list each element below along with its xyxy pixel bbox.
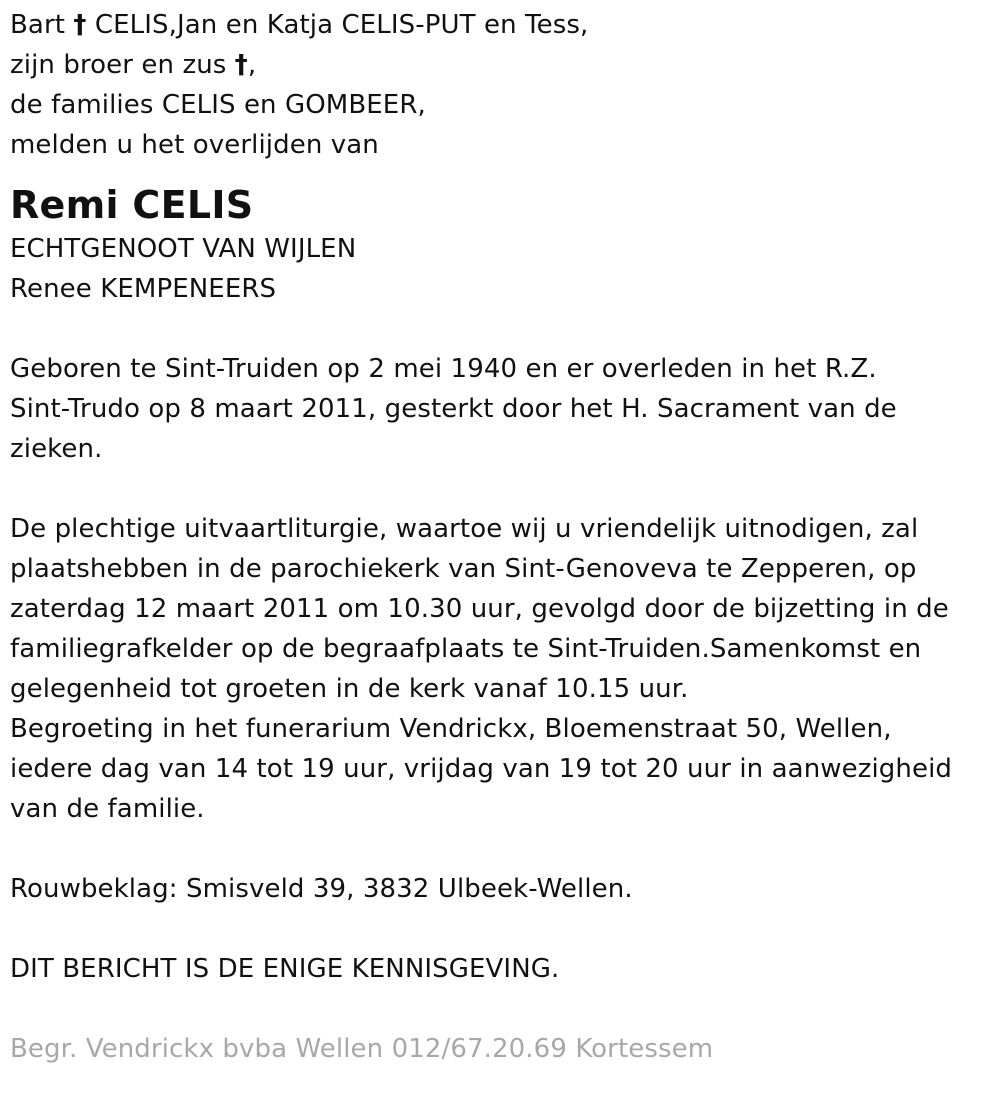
cross-icon: † <box>73 10 87 40</box>
funeral-line-3: zaterdag 12 maart 2011 om 10.30 uur, gevolgd door de bijzetting in de <box>10 594 949 624</box>
birth-death-line-1: Geboren te Sint-Truiden op 2 mei 1940 en er overleden in het R.Z. <box>10 354 877 384</box>
notice-text: DIT BERICHT IS DE ENIGE KENNISGEVING. <box>10 954 560 984</box>
birth-death-line-2: Sint-Trudo op 8 maart 2011, gesterkt door het H. Sacrament van de <box>10 394 897 424</box>
funeral-line-4: familiegrafkelder op de begraafplaats te Sint-Truiden.Samenkomst en <box>10 634 922 664</box>
obituary-notice <box>10 5 985 1069</box>
cross-icon: † <box>234 50 248 80</box>
funeral-line-5: gelegenheid tot groeten in de kerk vanaf 10.15 uur. <box>10 674 689 704</box>
birth-death-line-3: zieken. <box>10 434 103 464</box>
spacer <box>10 829 985 869</box>
spouse-name: Renee KEMPENEERS <box>10 274 277 304</box>
spacer <box>10 989 985 1029</box>
spacer <box>10 309 985 349</box>
announcer-line-1: Bart † CELIS,Jan en Katja CELIS-PUT en Tess, <box>10 10 589 40</box>
spacer <box>10 909 985 949</box>
announcer-line-2: zijn broer en zus †, <box>10 50 257 80</box>
announcer-line-4: melden u het overlijden van <box>10 130 379 160</box>
visitation-line-3: van de familie. <box>10 794 205 824</box>
condolence-address: Rouwbeklag: Smisveld 39, 3832 Ulbeek-Wellen. <box>10 874 633 904</box>
relation-text: ECHTGENOOT VAN WIJLEN <box>10 234 357 264</box>
funeral-line-1: De plechtige uitvaartliturgie, waartoe wij u vriendelijk uitnodigen, zal <box>10 514 919 544</box>
footer-funeral-home: Begr. Vendrickx bvba Wellen 012/67.20.69 Kortessem <box>10 1034 714 1064</box>
visitation-line-2: iedere dag van 14 tot 19 uur, vrijdag van 19 tot 20 uur in aanwezigheid <box>10 754 953 784</box>
spacer <box>10 469 985 509</box>
deceased-name: Remi CELIS <box>10 183 254 227</box>
visitation-line-1: Begroeting in het funerarium Vendrickx, Bloemenstraat 50, Wellen, <box>10 714 892 744</box>
funeral-line-2: plaatshebben in de parochiekerk van Sint-Genoveva te Zepperen, op <box>10 554 917 584</box>
announcer-line-3: de families CELIS en GOMBEER, <box>10 90 426 120</box>
